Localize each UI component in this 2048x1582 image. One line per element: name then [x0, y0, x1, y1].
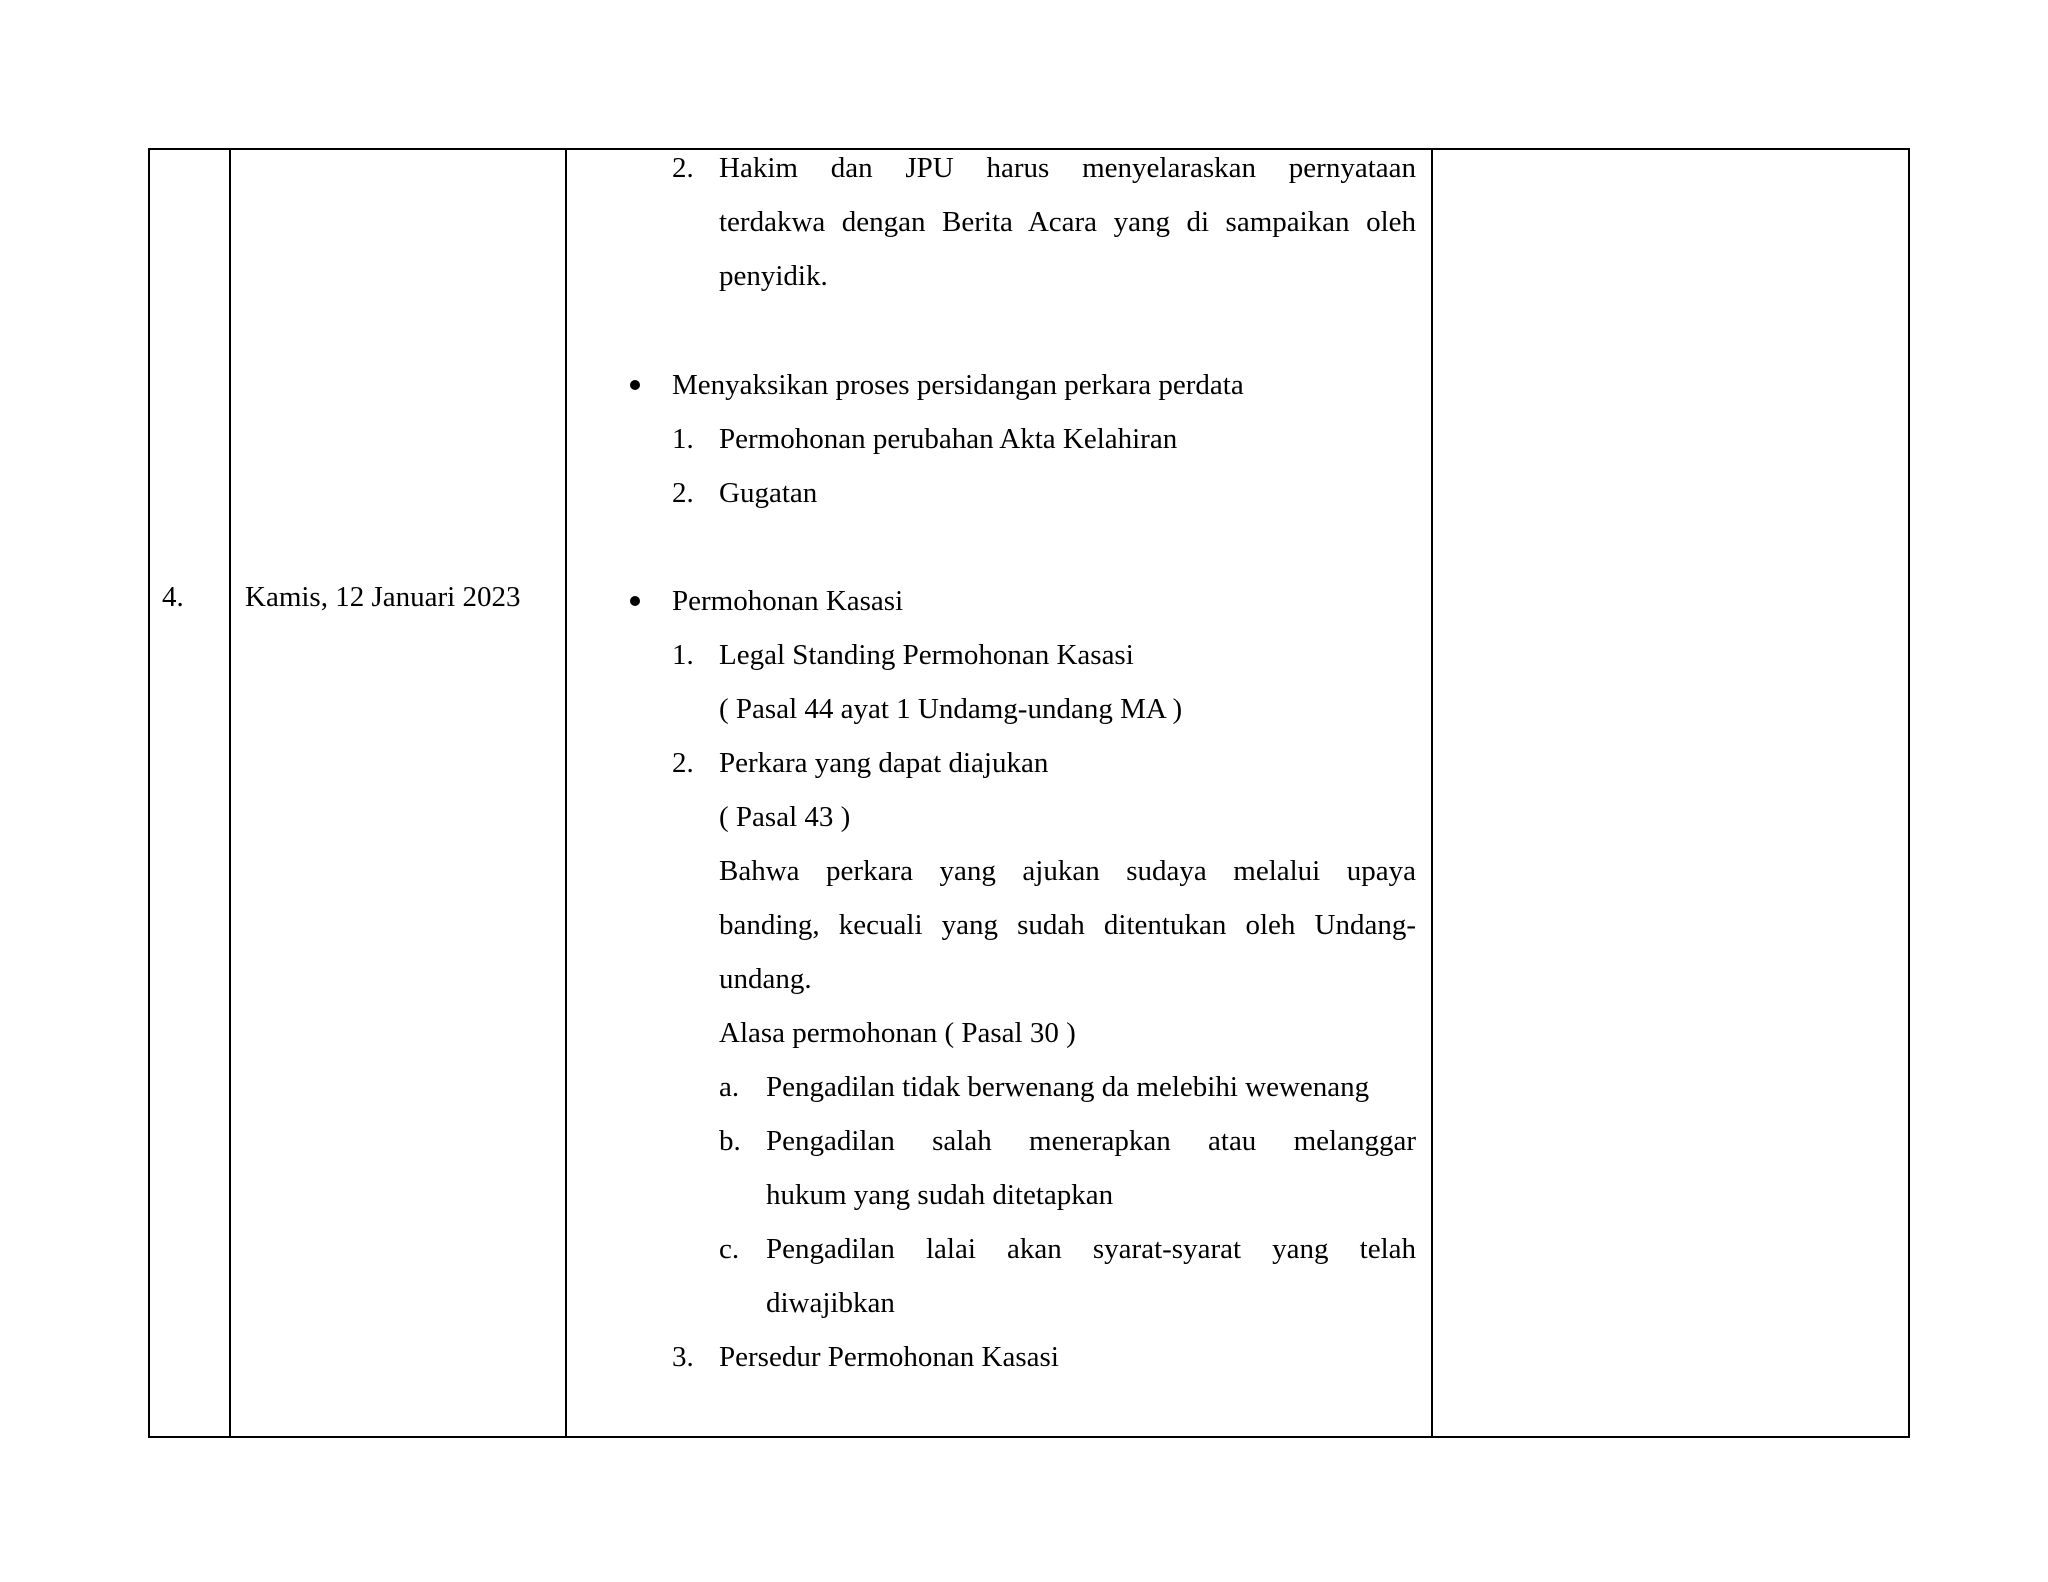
- list-item-text: Permohonan perubahan Akta Kelahiran: [719, 423, 1178, 455]
- list-item-text: ( Pasal 43 ): [719, 801, 851, 833]
- paragraph-text: undang.: [719, 963, 812, 995]
- list-item-text: diwajibkan: [766, 1287, 895, 1319]
- list-marker: b.: [719, 1125, 741, 1157]
- section-title: Permohonan Kasasi: [672, 585, 904, 617]
- list-item-text: Pengadilan lalai akan syarat-syarat yang telah: [766, 1233, 1416, 1265]
- list-item-text: Hakim dan JPU harus menyelaraskan pernyataan: [719, 152, 1416, 184]
- list-item-text: terdakwa dengan Berita Acara yang di sampaikan oleh: [719, 206, 1416, 238]
- row-date: Kamis, 12 Januari 2023: [245, 581, 521, 613]
- list-marker: c.: [719, 1233, 740, 1265]
- list-marker: 3.: [672, 1341, 694, 1373]
- list-marker: 2.: [672, 477, 694, 509]
- paragraph-text: banding, kecuali yang sudah ditentukan oleh Undang-: [719, 909, 1416, 941]
- list-item-text: Persedur Permohonan Kasasi: [719, 1341, 1059, 1373]
- list-item-text: Pengadilan tidak berwenang da melebihi wewenang: [766, 1071, 1370, 1103]
- list-item-text: hukum yang sudah ditetapkan: [766, 1179, 1114, 1211]
- list-marker: 2.: [672, 747, 694, 779]
- bullet-icon: [630, 596, 640, 606]
- list-item-text: Pengadilan salah menerapkan atau melanggar: [766, 1125, 1416, 1157]
- column-divider: [565, 148, 567, 1438]
- list-item-text: penyidik.: [719, 260, 828, 292]
- row-number: 4.: [162, 581, 184, 613]
- list-marker: 1.: [672, 423, 694, 455]
- paragraph-text: Bahwa perkara yang ajukan sudaya melalui upaya: [719, 855, 1416, 887]
- section-title: Menyaksikan proses persidangan perkara perdata: [672, 369, 1244, 401]
- list-marker: a.: [719, 1071, 740, 1103]
- list-item-text: Gugatan: [719, 477, 818, 509]
- column-divider: [229, 148, 231, 1438]
- empty-remarks-cell: [1433, 150, 1908, 1436]
- subsection-title: Alasa permohonan ( Pasal 30 ): [719, 1017, 1076, 1049]
- list-marker: 1.: [672, 639, 694, 671]
- list-marker: 2.: [672, 152, 694, 184]
- list-item-text: Legal Standing Permohonan Kasasi: [719, 639, 1134, 671]
- list-item-text: Perkara yang dapat diajukan: [719, 747, 1049, 779]
- list-item-text: ( Pasal 44 ayat 1 Undamg-undang MA ): [719, 693, 1183, 725]
- bullet-icon: [630, 380, 640, 390]
